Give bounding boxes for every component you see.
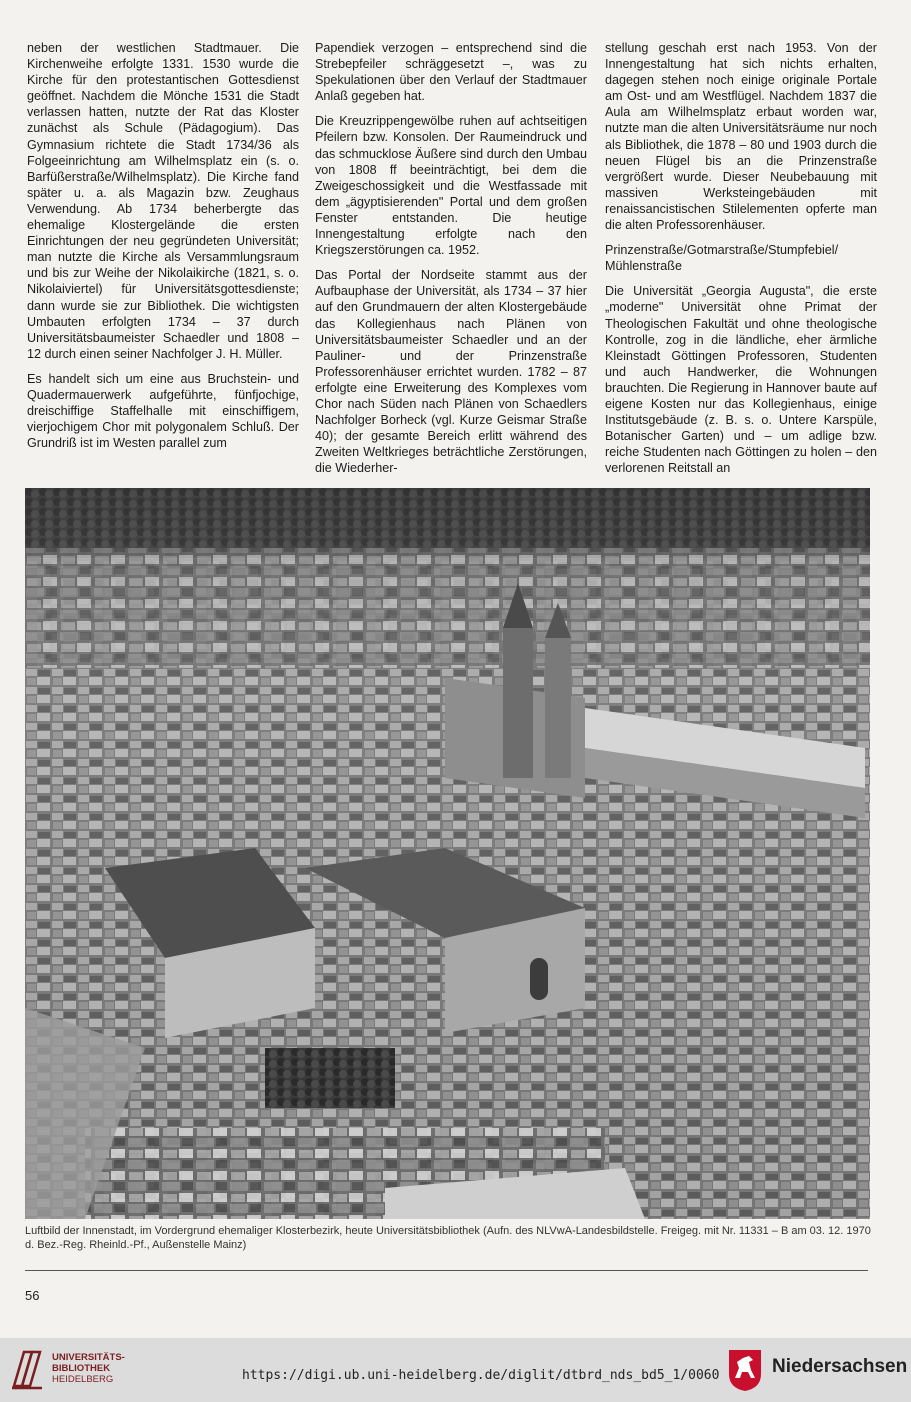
ub-line: HEIDELBERG	[52, 1374, 114, 1385]
ub-line: UNIVERSITÄTS-	[52, 1352, 125, 1363]
university-library-logo-icon[interactable]	[10, 1346, 46, 1392]
paragraph: Das Portal der Nordseite stammt aus der Aufbauphase der Universität, als 1734 – 37 hier auf den Grundmauern der alten Klostergebäude das Kollegienhaus nach Plänen von Universitätsbaumeister Schaedler und an der Pauliner- und der Prinzenstraße Professorenhäuser errichtet wurden. 1782 – 87 erfolgte eine Erweiterung des Komplexes vom Chor nach Süden nach Plänen von Schaedlers Nachfolger Borheck (vgl. Kurze Geismar Straße 40); der gesamte Bereich erlitt während des Zweiten Weltkrieges beträchtliche Zerstörungen, die Wiederher-	[315, 268, 587, 476]
text-column-3	[605, 40, 877, 485]
aerial-photo-illustration	[25, 488, 870, 1219]
text-column-1	[27, 40, 299, 460]
paragraph: stellung geschah erst nach 1953. Von der Innengestaltung hat sich nichts erhalten, dagegen stehen noch einige originale Portale am Ost- und am Westflügel. Nachdem 1837 die Aula am Wilhelmsplatz erbaut worden war, nutzte man die alten Universitätsräume nur noch als Bibliothek, die 1878 – 80 und 1903 durch die neuen Flügel bis an die Prinzenstraße vergrößert wurde. Dieser Neubebauung mit massiven Werksteingebäuden mit renaissancistischen Stilelementen opferte man die alten Professorenhäuser.	[605, 41, 877, 233]
ub-line: BIBLIOTHEK	[52, 1363, 111, 1374]
paragraph: Papendiek verzogen – entsprechend sind die Strebepfeiler schräggesetzt –, was zu Spekulationen über den Verlauf der Stadtmauer Anlaß gegeben hat.	[315, 41, 587, 104]
aerial-photograph	[25, 488, 870, 1219]
paragraph: neben der westlichen Stadtmauer. Die Kirchenweihe erfolgte 1331. 1530 wurde die Kirche für den protestantischen Gottesdienst geöffnet. Nachdem die Mönche 1531 die Stadt verlassen hatten, nutzte der Rat das Kloster zunächst als Schule (Pädagogium). Das Gymnasium richtete die Stadt 1734/36 als Folgeeinrichtung am Wilhelmsplatz ein (s. o. Barfüßerstraße/Wilhelmsplatz). Die Kirche fand später u. a. als Magazin bzw. Zeughaus Verwendung. Ab 1734 beherbergte das ehemalige Klostergelände die ersten Einrichtungen der neu gegründeten Universität; man nutzte die Kirche als Versammlungsraum und bis zur Weihe der Nikolaikirche (1821, s. o. Nikolaiviertel) für Universitätsgottesdienste; dann wurde sie zur Bibliothek. Die wichtigsten Umbauten erfolgten 1734 – 37 durch Universitätsbaumeister Schaedler und 1808 – 12 durch einen seiner Nachfolger J. H. Müller.	[27, 41, 299, 361]
photo-caption: Luftbild der Innenstadt, im Vordergrund ehemaliger Klosterbezirk, heute Universitätsbibliothek (Aufn. des NLVwA-Landesbildstelle. Freigeg. mit Nr. 11331 – B am 03. 12. 1970 d. Bez.-Reg. Rheinld.-Pf., Außenstelle Mainz)	[25, 1225, 871, 1251]
viewer-footer	[0, 1338, 911, 1402]
niedersachsen-horse-logo-icon[interactable]	[727, 1348, 763, 1392]
text-column-2	[315, 40, 587, 485]
paragraph: Es handelt sich um eine aus Bruchstein- und Quadermauerwerk aufgeführte, fünfjochige, dreischiffige Staffelhalle mit einschiffigem, vierjochigem Chor mit polygonalem Schluß. Der Grundriß ist im Westen parallel zum	[27, 371, 299, 451]
section-heading: Prinzenstraße/Gotmarstraße/Stumpfebiel/ Mühlenstraße	[605, 243, 839, 274]
page-number: 56	[25, 1288, 40, 1303]
document-url[interactable]: https://digi.ub.uni-heidelberg.de/diglit/dtbrd_nds_bd5_1/0060	[242, 1368, 720, 1383]
niedersachsen-label: Niedersachsen	[772, 1356, 908, 1377]
paragraph: Die Kreuzrippengewölbe ruhen auf achtseitigen Pfeilern bzw. Konsolen. Der Raumeindruck und das schmucklose Äußere sind durch den Umbau von 1808 ff beeinträchtigt, bei dem die Zweigeschossigkeit und die Westfassade mit dem „ägyptisierenden" Portal und dem großen Fenster entstanden. Die heutige Innengestaltung erfolgte nach den Kriegszerstörungen ca. 1952.	[315, 114, 587, 258]
divider	[25, 1270, 868, 1271]
paragraph: Die Universität „Georgia Augusta", die erste „moderne" Universität ohne Primat der Theologischen Fakultät und ohne theologische Kontrolle, zog in die ländliche, eher ärmliche Kleinstadt Göttingen Professoren, Studenten und auch Handwerker, die Wohnungen brauchten. Die Regierung in Hannover baute auf eigene Kosten nur das Kollegienhaus, einige Institutsgebäude (z. B. s. o. Untere Karspüle, Botanischer Garten) und – um adlige bzw. reiche Studenten nach Göttingen zu holen – den verlorenen Reitstall an	[605, 284, 877, 476]
university-library-name	[52, 1352, 125, 1385]
